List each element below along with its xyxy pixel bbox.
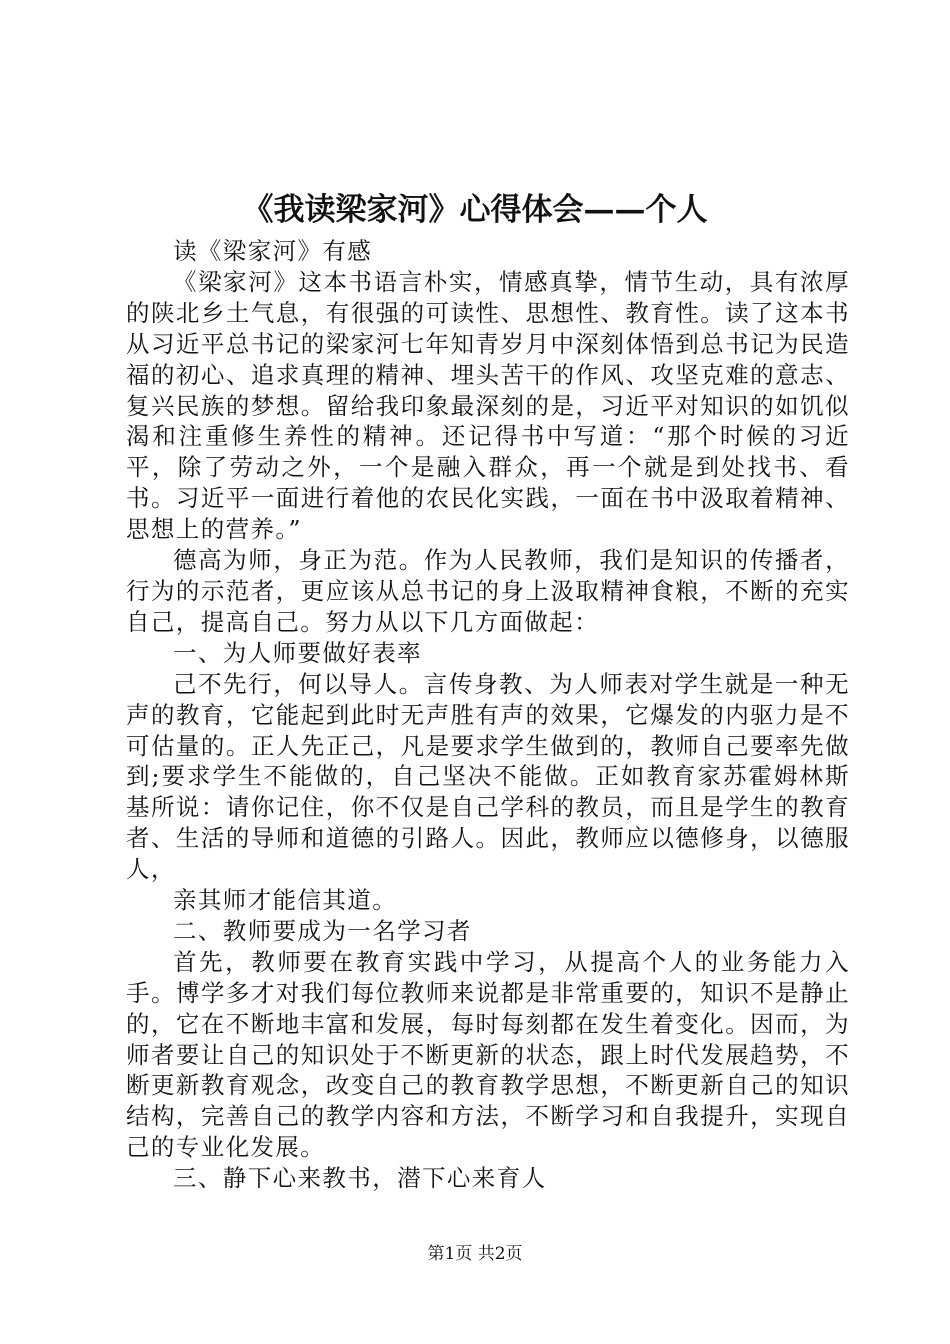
paragraph: 《梁家河》这本书语言朴实，情感真挚，情节生动，具有浓厚的陕北乡土气息，有很强的可读性、思想性、教育性。读了这本书从习近平总书记的梁家河七年知青岁月中深刻体悟到总书记为民造福的初心、追求真理的精神、埋头苦干的作风、攻坚克难的意志、复兴民族的梦想。留给我印象最深刻的是，习近平对知识的如饥似渴和注重修生养性的精神。还记得书中写道：“那个时候的习近平，除了劳动之外，一个是融入群众，再一个就是到处找书、看书。习近平一面进行着他的农民化实践，一面在书中汲取着精神、思想上的营养。” [126,267,850,544]
paragraph: 德高为师，身正为范。作为人民教师，我们是知识的传播者，行为的示范者，更应该从总书记的身上汲取精神食粮，不断的充实自己，提高自己。努力从以下几方面做起： [126,546,850,636]
document-title: 《我读梁家河》心得体会——个人 [242,192,708,228]
section-heading: 三、静下心来教书，潜下心来育人 [173,1164,547,1193]
paragraph: 首先，教师要在教育实践中学习，从提高个人的业务能力入手。博学多才对我们每位教师来说都是非常重要的，知识不是静止的，它在不断地丰富和发展，每时每刻都在发生着变化。因而，为师者要让自己的知识处于不断更新的状态，跟上时代发展趋势，不断更新教育观念，改变自己的教育教学思想，不断更新自己的知识结构，完善自己的教学内容和方法，不断学习和自我提升，实现自己的专业化发展。 [126,947,850,1162]
section-heading: 二、教师要成为一名学习者 [173,916,472,945]
page-number-footer: 第1页 共2页 [427,1244,523,1264]
paragraph: 己不先行，何以导人。言传身教、为人师表对学生就是一种无声的教育，它能起到此时无声胜有声的效果，它爆发的内驱力是不可估量的。正人先正己，凡是要求学生做到的，教师自己要率先做到;要求学生不能做的，自己坚决不能做。正如教育家苏霍姆林斯基所说：请你记住，你不仅是自己学科的教员，而且是学生的教育者、生活的导师和道德的引路人。因此，教师应以德修身，以德服人， [126,669,850,884]
document-body [126,236,850,1194]
section-heading: 一、为人师要做好表率 [173,638,422,667]
paragraph: 亲其师才能信其道。 [173,886,398,915]
paragraph-subtitle: 读《梁家河》有感 [173,237,373,265]
